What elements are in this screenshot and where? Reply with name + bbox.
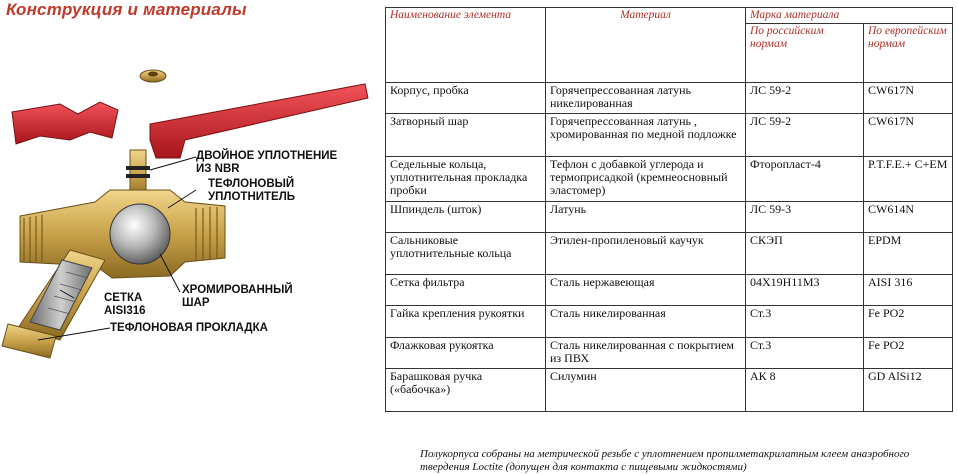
cell-material: Сталь никелированная с покрытием из ПВХ — [546, 338, 746, 369]
cell-element: Затворный шар — [386, 114, 546, 157]
table-row — [386, 83, 953, 114]
cell-eu: CW617N — [864, 83, 953, 114]
callout-teflon-gasket: ТЕФЛОНОВАЯ ПРОКЛАДКА — [110, 322, 268, 334]
callout-chrome-ball: ХРОМИРОВАННЫЙ ШАР — [182, 284, 293, 309]
cell-element: Флажковая рукоятка — [386, 338, 546, 369]
cell-eu: CW617N — [864, 114, 953, 157]
footnote: Полукорпуса собраны на метрической резьбе с уплотнением пропилметакрилатным клеем анаэробного твердения Loctite (допущен для контакта с пищевыми жидкостями) — [420, 448, 910, 473]
cell-eu: GD AlSi12 — [864, 369, 953, 412]
table-row — [386, 338, 953, 369]
valve-illustration — [0, 40, 380, 360]
page-title: Конструкция и материалы — [6, 0, 247, 19]
table-row — [386, 369, 953, 412]
cell-material: Горячепрессованная латунь , хромированная по медной подложке — [546, 114, 746, 157]
table-row — [386, 306, 953, 338]
callout-double-seal: ДВОЙНОЕ УПЛОТНЕНИЕ ИЗ NBR — [196, 150, 338, 175]
table-row — [386, 157, 953, 202]
cell-element: Шпиндель (шток) — [386, 202, 546, 233]
cell-ru: Фторопласт-4 — [746, 157, 864, 202]
cell-element: Гайка крепления рукоятки — [386, 306, 546, 338]
callout-mesh: СЕТКА AISI316 — [104, 292, 146, 317]
cell-eu: P.T.F.E.+ C+EM — [864, 157, 953, 202]
cell-eu: CW614N — [864, 202, 953, 233]
cell-eu: AISI 316 — [864, 275, 953, 306]
cell-eu: EPDM — [864, 233, 953, 275]
header-element: Наименование элемента — [386, 8, 546, 83]
header-grade-eu: По европейским нормам — [864, 24, 953, 83]
materials-table — [385, 7, 953, 412]
table-row — [386, 202, 953, 233]
cell-element: Корпус, пробка — [386, 83, 546, 114]
nut-part — [140, 70, 166, 82]
table-row — [386, 114, 953, 157]
table-header-row — [386, 8, 953, 24]
cell-eu: Fe PO2 — [864, 338, 953, 369]
cell-eu: Fe PO2 — [864, 306, 953, 338]
cell-element: Барашковая ручка («бабочка») — [386, 369, 546, 412]
cell-ru: СКЭП — [746, 233, 864, 275]
cell-ru: Ст.3 — [746, 306, 864, 338]
cell-ru: ЛС 59-2 — [746, 83, 864, 114]
table-row — [386, 233, 953, 275]
cell-material: Сталь никелированная — [546, 306, 746, 338]
table-row — [386, 275, 953, 306]
callout-teflon-seal: ТЕФЛОНОВЫЙ УПЛОТНИТЕЛЬ — [208, 178, 296, 203]
cell-ru: 04Х19Н11М3 — [746, 275, 864, 306]
header-grade: Марка материала — [746, 8, 953, 24]
cell-material: Тефлон с добавкой углерода и термоприсадкой (кремнеосновный эластомер) — [546, 157, 746, 202]
cell-material: Латунь — [546, 202, 746, 233]
cell-ru: ЛС 59-2 — [746, 114, 864, 157]
cell-material: Этилен-пропиленовый каучук — [546, 233, 746, 275]
butterfly-handle — [12, 102, 118, 144]
header-material: Материал — [546, 8, 746, 83]
cell-element: Седельные кольца, уплотнительная прокладка пробки — [386, 157, 546, 202]
cell-ru: ЛС 59-3 — [746, 202, 864, 233]
cell-material: Горячепрессованная латунь никелированная — [546, 83, 746, 114]
cell-ru: Ст.3 — [746, 338, 864, 369]
header-grade-ru: По российским нормам — [746, 24, 864, 83]
cell-element: Сетка фильтра — [386, 275, 546, 306]
cell-element: Сальниковые уплотнительные кольца — [386, 233, 546, 275]
lever-handle — [150, 84, 368, 158]
cell-ru: АК 8 — [746, 369, 864, 412]
cell-material: Сталь нержавеющая — [546, 275, 746, 306]
cell-material: Силумин — [546, 369, 746, 412]
